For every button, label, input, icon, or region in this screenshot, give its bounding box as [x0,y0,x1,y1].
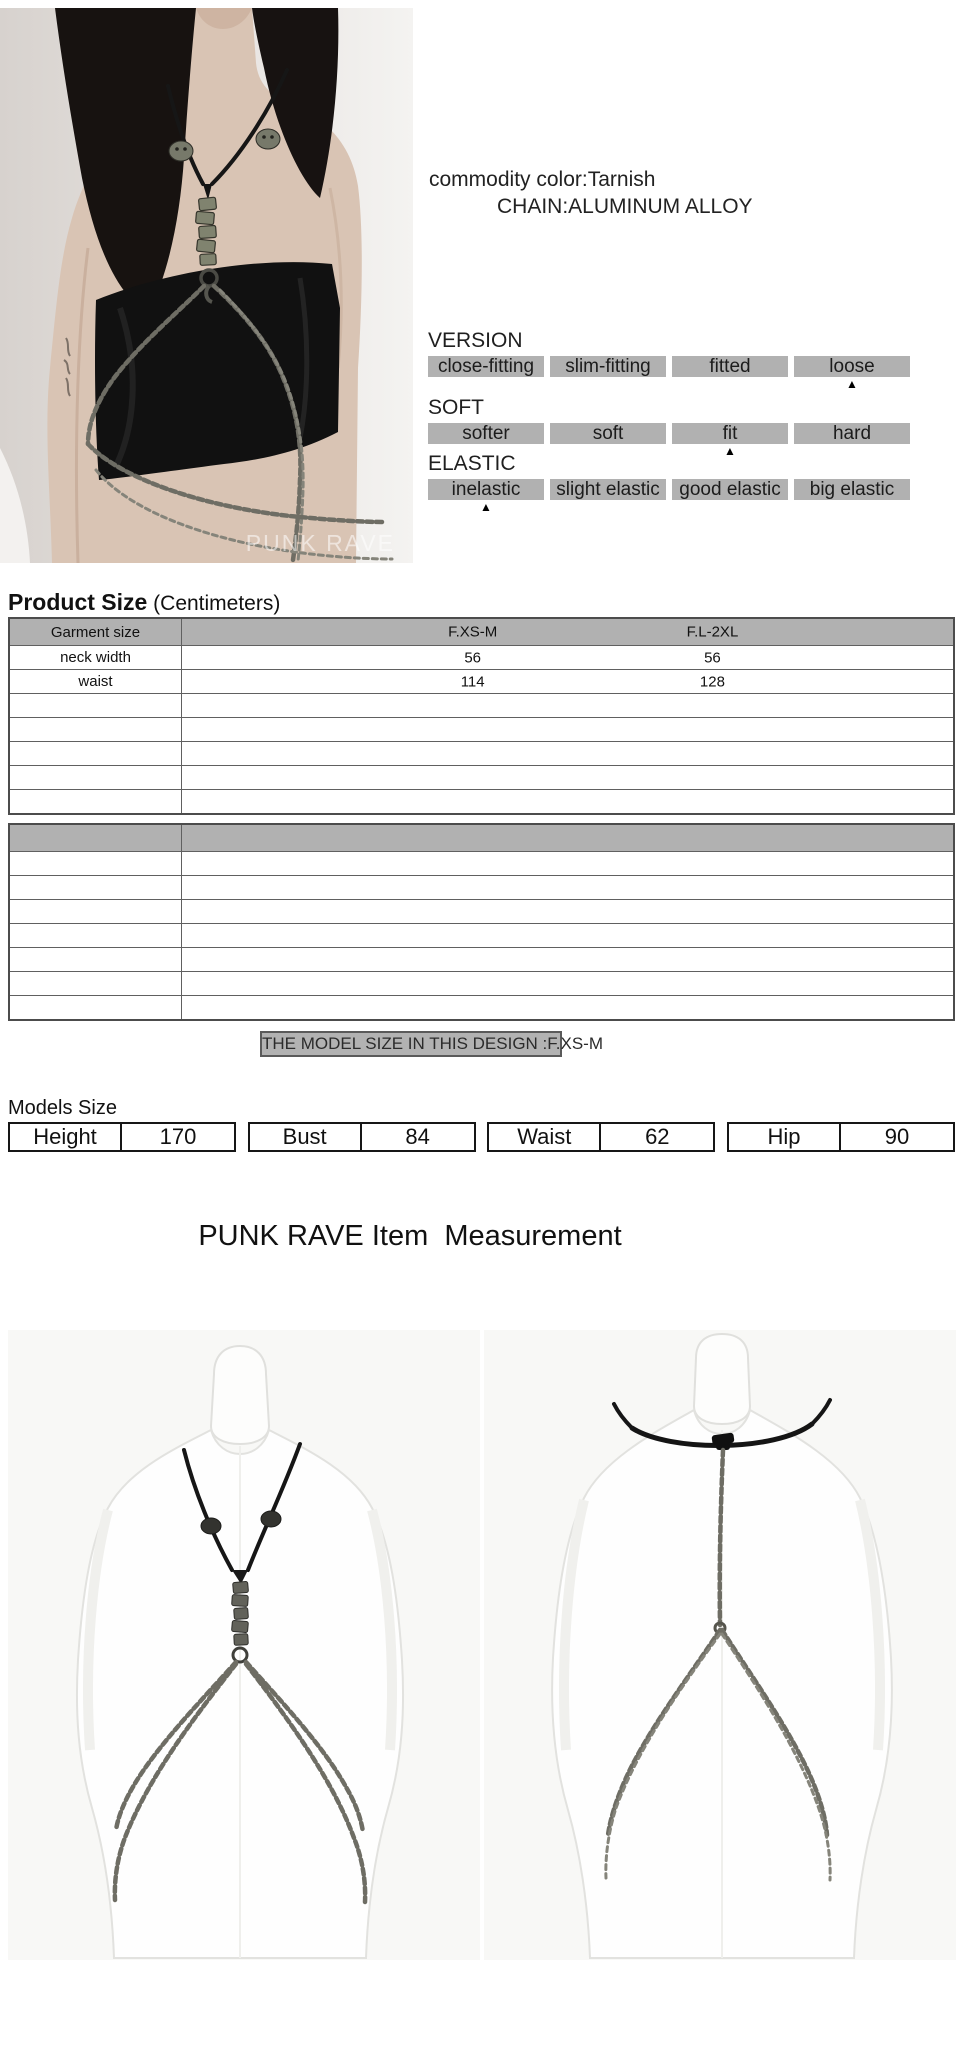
model-size-note-bar: THE MODEL SIZE IN THIS DESIGN :F.XS-M [260,1031,562,1057]
table-empty-row [10,875,953,899]
size-column-1: F.XS-M [448,623,498,641]
measure-box-bust [248,1122,476,1152]
measurement-title: PUNK RAVE Item Measurement [198,1220,622,1252]
empty-cell [182,852,953,875]
option-cell: fitted [672,356,788,377]
size-columns-header-cell [182,619,953,645]
empty-cell [182,972,953,995]
table-empty-row [10,717,953,741]
value-cell: 114 [460,673,485,690]
measure-label: Height [10,1124,122,1150]
row-values [182,670,953,693]
commodity-color-value: Tarnish [587,168,656,191]
table-empty-row [10,995,953,1019]
table-empty-row [10,765,953,789]
attribute-title: ELASTIC [428,452,516,475]
table-row-neck-width [10,645,953,669]
option-cell: soft [550,423,666,444]
garment-size-header-cell: Garment size [10,619,182,645]
option-cell: inelastic [428,479,544,500]
measure-value: 62 [645,1124,670,1149]
row-values [182,646,953,669]
value-cell: 128 [699,673,725,690]
empty-cell [182,876,953,899]
empty-cell [10,924,182,947]
measure-value: 90 [884,1124,910,1149]
value-cell: 56 [704,649,721,666]
empty-cell [10,790,182,813]
option-cell: good elastic [672,479,788,500]
empty-cell [10,766,182,789]
empty-cell [182,996,953,1019]
models-size-row [8,1122,955,1152]
selection-marker-icon: ▲ [724,444,736,458]
empty-cell [10,900,182,923]
table-empty-row [10,923,953,947]
empty-cell [182,790,953,813]
option-cell: big elastic [794,479,910,500]
empty-cell [182,948,953,971]
attribute-version [428,329,910,391]
empty-cell [10,876,182,899]
empty-cell [10,996,182,1019]
measure-label: Hip [729,1124,841,1150]
models-size-heading: Models Size [8,1097,117,1119]
table-empty-row [10,899,953,923]
measure-value: 84 [405,1124,430,1149]
measure-label: Waist [489,1124,601,1150]
attribute-soft [428,396,910,458]
row-label: neck width [10,646,182,669]
value-cell: 56 [464,649,481,666]
table-empty-row [10,693,953,717]
empty-cell [10,852,182,875]
option-cell: slim-fitting [550,356,666,377]
option-cell: loose [794,356,910,377]
option-cell: softer [428,423,544,444]
empty-cell [10,742,182,765]
model-photo [0,8,413,563]
empty-header-cell [10,825,182,851]
attribute-elastic [428,452,910,514]
empty-cell [10,718,182,741]
empty-cell [182,900,953,923]
empty-cell [10,694,182,717]
size-table-header-row [10,619,953,645]
measure-box-hip [727,1122,955,1152]
product-size-heading-unit: (Centimeters) [153,592,281,615]
option-cell: slight elastic [550,479,666,500]
option-cell: fit [672,423,788,444]
empty-cell [182,718,953,741]
table-row-waist [10,669,953,693]
commodity-specs [413,166,753,220]
measure-box-height [8,1122,236,1152]
option-cell: close-fitting [428,356,544,377]
chain-material-line: CHAIN:ALUMINUM ALLOY [497,195,753,218]
attribute-title: VERSION [428,329,523,352]
selection-marker-icon: ▲ [480,500,492,514]
back-mannequin-photo [484,1330,956,1960]
attribute-title: SOFT [428,396,484,419]
table-empty-row [10,851,953,875]
table-empty-row [10,741,953,765]
attribute-options-row [428,479,910,514]
product-size-heading [8,589,280,616]
product-size-table [8,617,955,815]
measure-value: 170 [159,1124,197,1149]
empty-cell [182,766,953,789]
option-cell: hard [794,423,910,444]
empty-cell [182,742,953,765]
front-mannequin-photo [8,1330,480,1960]
table-empty-row [10,971,953,995]
photo-watermark: PUNK RAVE [245,530,395,556]
empty-cell [10,948,182,971]
product-size-heading-bold: Product Size [8,589,148,615]
commodity-color-line [413,166,753,193]
selection-marker-icon: ▲ [846,377,858,391]
attribute-options-row [428,423,910,458]
commodity-color-label: commodity color: [429,168,588,191]
empty-header-cell [182,825,953,851]
measure-box-waist [487,1122,715,1152]
empty-cell [182,924,953,947]
secondary-table-header-row [10,825,953,851]
secondary-size-table [8,823,955,1021]
empty-cell [10,972,182,995]
row-label: waist [10,670,182,693]
attribute-options-row [428,356,910,391]
measure-label: Bust [250,1124,362,1150]
empty-cell [182,694,953,717]
size-column-2: F.L-2XL [686,623,739,641]
table-empty-row [10,789,953,813]
table-empty-row [10,947,953,971]
